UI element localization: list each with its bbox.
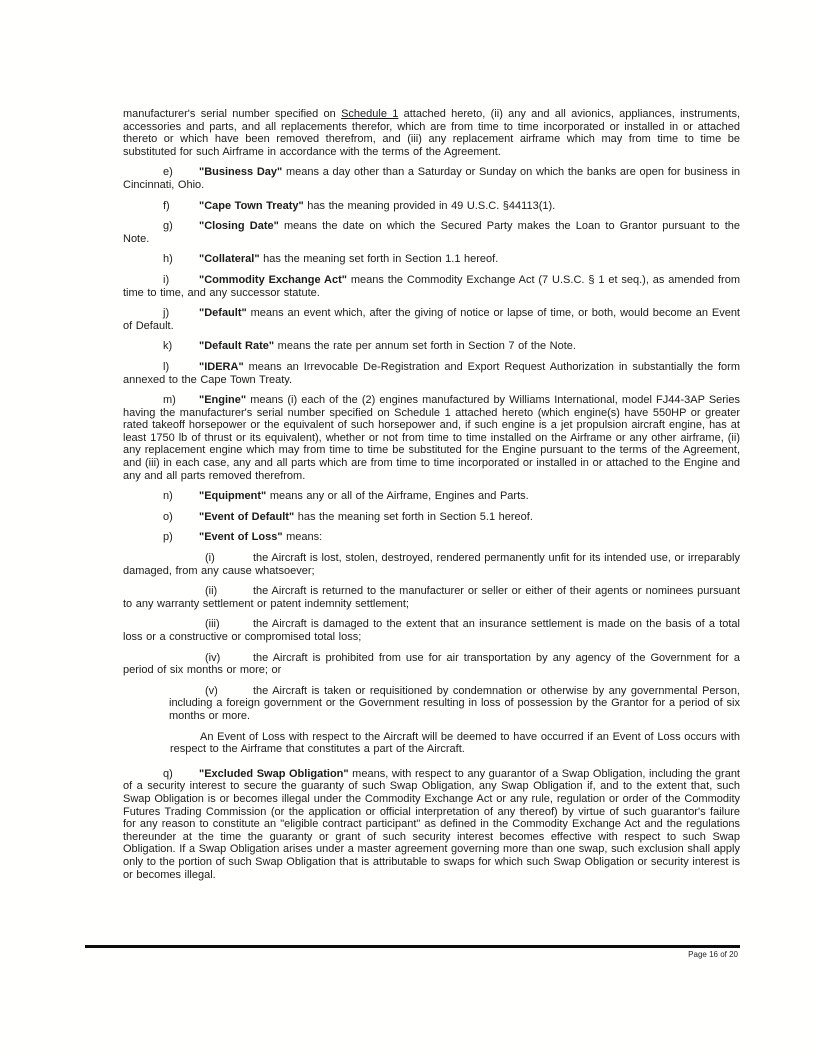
text-run: An Event of Loss with respect to the Aircraft will be deemed to have occurred if an Event of Loss occurs with respect to the Airframe that constitutes a part of the Aircraft. [170, 730, 740, 756]
defined-term: "Event of Default" [199, 510, 295, 523]
paragraph-marker: e) [163, 166, 173, 179]
text-run: the Aircraft is damaged to the extent that an insurance settlement is made on the basis of a total loss or a constructive or compromised total loss; [123, 618, 740, 643]
event-of-loss-item-iii [123, 618, 740, 643]
paragraph-marker: f) [163, 199, 170, 212]
definition-default-rate [123, 340, 740, 353]
paragraph-marker: i) [163, 273, 170, 286]
paragraph-marker: j) [163, 307, 170, 320]
definition-cape-town-treaty [123, 200, 740, 213]
paragraph-marker: (v) [205, 684, 218, 697]
definition-equipment [123, 490, 740, 503]
paragraph-airframe-continuation [123, 108, 740, 158]
definition-collateral [123, 253, 740, 266]
footer-rule [85, 945, 740, 948]
text-run: the Aircraft is returned to the manufacturer or seller or either of their agents or nominees pursuant to any warranty settlement or patent indemnity settlement; [123, 585, 740, 610]
paragraph-marker: k) [163, 340, 173, 353]
text-run: means the date on which the Secured Party makes the Loan to Grantor pursuant to the Note. [123, 220, 740, 245]
event-of-loss-item-v [169, 685, 740, 723]
text-run: means an Irrevocable De-Registration and Export Request Authorization in substantially the form annexed to the Cape Town Treaty. [123, 360, 740, 386]
definition-event-of-loss [123, 531, 740, 544]
paragraph-marker: l) [163, 360, 170, 373]
event-of-loss-item-i [123, 552, 740, 577]
definition-idera [123, 361, 740, 386]
text-run: manufacturer's serial number specified on [123, 108, 342, 120]
paragraph-marker: n) [163, 490, 173, 503]
definition-commodity-exchange-act [123, 274, 740, 299]
definition-closing-date [123, 220, 740, 245]
definition-event-of-default [123, 511, 740, 524]
defined-term: "Default" [199, 307, 247, 320]
paragraph-marker: g) [163, 220, 173, 233]
definition-default [123, 307, 740, 332]
defined-term: "Default Rate" [199, 340, 275, 353]
text-run: the Aircraft is prohibited from use for air transportation by any agency of the Government for a period of six months or more; or [123, 651, 740, 677]
text-run: the Aircraft is lost, stolen, destroyed, rendered permanently unfit for its intended use, or irreparably damaged, from any cause whatsoever; [123, 552, 740, 577]
defined-term: "Business Day" [199, 166, 283, 179]
paragraph-marker: p) [163, 531, 173, 544]
defined-term: "Event of Loss" [199, 531, 283, 544]
text-run: the Aircraft is taken or requisitioned by condemnation or otherwise by any governmental Person, including a foreign government or the Government resulting in loss of possession by the Grantor for a period of six months or more. [169, 684, 740, 722]
defined-term: "Collateral" [199, 253, 260, 266]
defined-term: "Commodity Exchange Act" [199, 273, 347, 286]
definition-business-day [123, 166, 740, 191]
text-run: has the meaning set forth in Section 5.1 hereof. [294, 510, 533, 523]
defined-term: "Excluded Swap Obligation" [199, 767, 349, 780]
text-run: means the rate per annum set forth in Section 7 of the Note. [274, 340, 576, 353]
paragraph-marker: h) [163, 253, 173, 266]
text-run: means, with respect to any guarantor of a Swap Obligation, including the grant of a security interest to secure the guaranty of such Swap Obligation, any Swap Obligation if, and to the extent that, such Swap Obligation is or becomes illegal under the Commodity Exchange Act or any rule, regulation or order of the Commodity Futures Trading Commission (or the application or official interpretation of any thereof) by virtue of such guarantor's failure for any reason to constitute an "eligible contract participant" as defined in the Commodity Exchange Act and the regulations thereunder at the time the guaranty or grant of such security interest becomes effective with respect to such Swap Obligation. If a Swap Obligation arises under a master agreement governing more than one swap, such exclusion shall apply only to the portion of such Swap Obligation that is attributable to swaps for which such Swap Obligation or security interest is or becomes illegal. [123, 767, 740, 881]
paragraph-marker: (ii) [205, 585, 218, 598]
text-run: means (i) each of the (2) engines manufactured by Williams International, model FJ44-3AP Series having the manufacturer's serial number specified on Schedule 1 attached hereto (which engine(s) have 550HP or greater rated takeoff horsepower or the equivalent of such horsepower and, if such engine is a jet propulsion aircraft engine, has at least 1750 lb of thrust or its equivalent), whether or not from time to time installed on the Airframe or any other airframe, (ii) any replacement engine which may from time to time be substituted for the Engine pursuant to the terms of the Agreement, and (iii) in each case, any and all parts which are from time to time incorporated or installed in or attached to the Engine and any and all parts removed therefrom. [123, 394, 740, 482]
text-run: has the meaning set forth in Section 1.1 hereof. [259, 253, 499, 266]
paragraph-marker: m) [163, 394, 176, 407]
event-of-loss-deeming-note [170, 731, 740, 756]
definition-engine [123, 394, 740, 482]
document-body [123, 108, 740, 889]
text-run: means an event which, after the giving of notice or lapse of time, or both, would become an Event of Default. [123, 307, 740, 332]
underlined-reference: Schedule 1 [341, 108, 399, 120]
text-run: means: [282, 531, 323, 544]
paragraph-marker: o) [163, 510, 173, 523]
defined-term: "Cape Town Treaty" [199, 199, 304, 212]
paragraph-marker: (i) [205, 552, 215, 565]
event-of-loss-item-iv [123, 652, 740, 677]
text-run: means any or all of the Airframe, Engines and Parts. [266, 490, 529, 503]
defined-term: "Closing Date" [199, 220, 279, 233]
text-run: has the meaning provided in 49 U.S.C. §44113(1). [303, 199, 556, 212]
paragraph-marker: (iii) [205, 618, 220, 631]
defined-term: "Engine" [199, 394, 247, 407]
defined-term: "IDERA" [199, 360, 244, 373]
text-run: attached hereto, (ii) any and all avionics, appliances, instruments, accessories and parts, and all replacements therefor, which are from time to time incorporated or installed in or attached thereto or which have been removed therefrom, and (iii) any replacement airframe which may from time to time be substituted for such Airframe in accordance with the terms of the Agreement. [123, 108, 741, 158]
text-run: means a day other than a Saturday or Sunday on which the banks are open for business in Cincinnati, Ohio. [123, 166, 741, 191]
paragraph-marker: q) [163, 767, 173, 780]
paragraph-marker: (iv) [205, 651, 221, 664]
defined-term: "Equipment" [199, 490, 267, 503]
footer-page-number: Page 16 of 20 [688, 950, 738, 959]
event-of-loss-item-ii [123, 585, 740, 610]
text-run: means the Commodity Exchange Act (7 U.S.C. § 1 et seq.), as amended from time to time, and any successor statute. [123, 273, 741, 299]
definition-excluded-swap-obligation [123, 768, 740, 881]
